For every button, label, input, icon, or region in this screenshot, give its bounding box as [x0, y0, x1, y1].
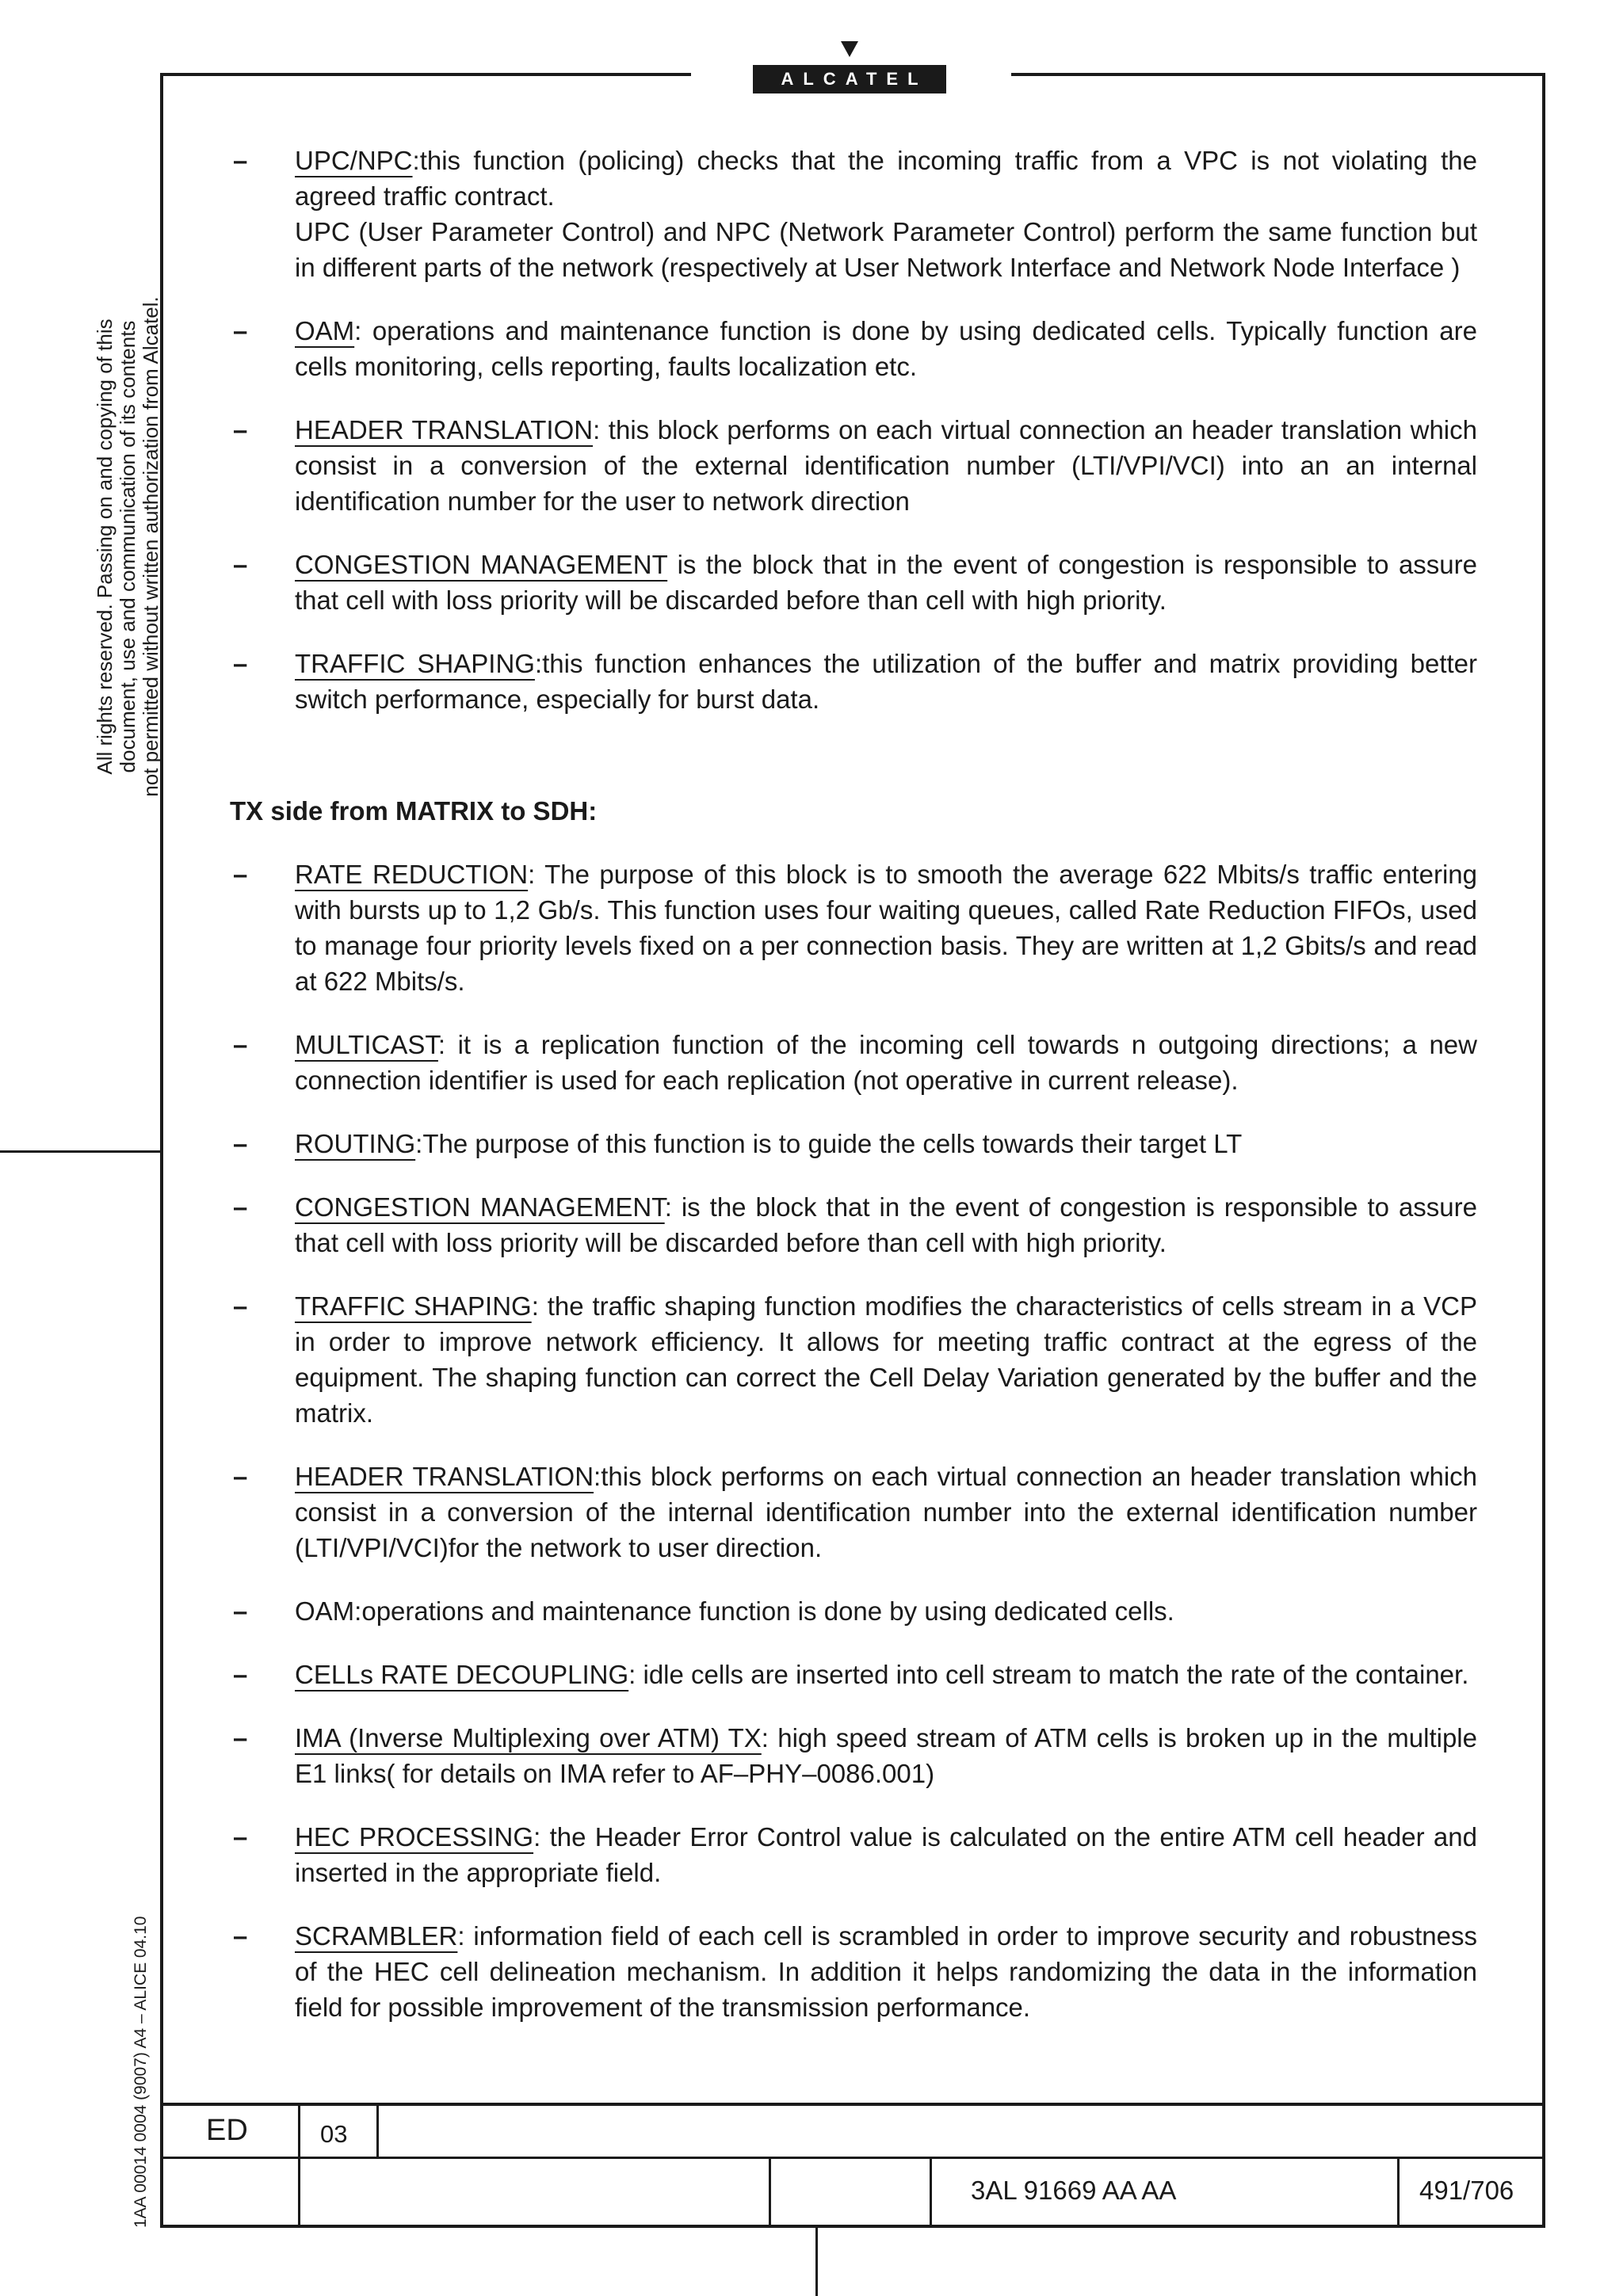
- edition-value: 03: [320, 2120, 348, 2148]
- bullet-dash: –: [233, 649, 248, 678]
- item-term: CONGESTION MANAGEMENT: [295, 1192, 665, 1222]
- frame-top-left: [162, 73, 691, 76]
- item-text: :The purpose of this function is to guide the cells towards their target LT: [415, 1129, 1243, 1158]
- item-term: HEADER TRANSLATION: [295, 415, 594, 444]
- bullet-dash: –: [233, 1723, 248, 1753]
- title-block-divider: [1397, 2157, 1400, 2225]
- frame-top-right: [1011, 73, 1545, 76]
- item-text: :this function (policing) checks that the incoming traffic from a VPC is not violating the agreed traffic contract.: [295, 146, 1477, 211]
- copyright-notice: [94, 269, 162, 824]
- item-text: : the Header Error Control value is calculated on the entire ATM cell header and inserted in the appropriate field.: [295, 1822, 1477, 1887]
- item-text: : high speed stream of ATM cells is broken up in the multiple E1 links( for details on IMA refer to AF–PHY–0086.001): [295, 1723, 1477, 1788]
- bullet-dash: –: [233, 415, 248, 444]
- list-item: [230, 646, 1477, 717]
- item-text: : operations and maintenance function is done by using dedicated cells. Typically function are cells monitoring, cells reporting, faults localization etc.: [295, 316, 1477, 381]
- edition-label: ED: [206, 2114, 248, 2147]
- bullet-dash: –: [233, 1129, 248, 1158]
- bottom-tick: [815, 2228, 818, 2296]
- item-text: :this function enhances the utilization of the buffer and matrix providing better switch performance, especially for burst data.: [295, 649, 1477, 714]
- bullet-dash: –: [233, 1596, 248, 1626]
- item-term: TRAFFIC SHAPING: [295, 649, 535, 678]
- item-term: RATE REDUCTION: [295, 860, 529, 889]
- form-code: 1AA 00014 0004 (9007) A4 – ALICE 04.10: [132, 1916, 150, 2228]
- item-text: : this block performs on each virtual connection an header translation which consist in a conversion of the external identification number (LTI/VPI/VCI) into an an internal identification number for the user to network direction: [295, 415, 1477, 516]
- frame-right: [1542, 73, 1545, 2228]
- title-block-divider: [769, 2157, 771, 2225]
- item-text: : the traffic shaping function modifies the characteristics of cells stream in a VCP in order to improve network efficiency. It allows for meeting traffic contract at the egress of the equipment. The shaping function can correct the Cell Delay Variation generated by the buffer and the matrix.: [295, 1291, 1477, 1428]
- item-term: SCRAMBLER: [295, 1921, 458, 1951]
- item-term: ROUTING: [295, 1129, 416, 1158]
- section-heading: TX side from MATRIX to SDH:: [230, 796, 598, 826]
- item-term: IMA (Inverse Multiplexing over ATM) TX: [295, 1723, 762, 1753]
- bullet-dash: –: [233, 1192, 248, 1222]
- bullet-dash: –: [233, 1921, 248, 1951]
- item-term: HEADER TRANSLATION: [295, 1462, 594, 1491]
- item-term: UPC/NPC: [295, 146, 413, 175]
- bullet-dash: –: [233, 1030, 248, 1059]
- document-body: [230, 143, 1477, 2053]
- bullet-dash: –: [233, 1822, 248, 1852]
- item-text: : idle cells are inserted into cell stream to match the rate of the container.: [628, 1660, 1469, 1689]
- item-text: : information field of each cell is scrambled in order to improve security and robustness of the HEC cell delineation mechanism. In addition it helps randomizing the data in the information field for possible improvement of the transmission performance.: [295, 1921, 1477, 2022]
- list-item: [230, 547, 1477, 618]
- list-item: [230, 1593, 1477, 1629]
- item-term: HEC PROCESSING: [295, 1822, 534, 1852]
- list-item: [230, 1288, 1477, 1431]
- page-number: 491/706: [1419, 2176, 1514, 2205]
- bullet-dash: –: [233, 550, 248, 579]
- title-block: [162, 2103, 1544, 2228]
- list-item: [230, 1819, 1477, 1890]
- list-item: [230, 1918, 1477, 2025]
- title-block-divider: [298, 2106, 300, 2225]
- bullet-dash: –: [233, 146, 248, 175]
- margin-rule: [0, 1150, 160, 1153]
- item-text: : The purpose of this block is to smooth the average 622 Mbits/s traffic entering with bursts up to 1,2 Gb/s. This function uses four waiting queues, called Rate Reduction FIFOs, used to manage four priority levels fixed on a per connection basis. They are written at 1,2 Gbits/s and read at 622 Mbits/s.: [295, 860, 1477, 996]
- item-term: MULTICAST: [295, 1030, 438, 1059]
- bullet-dash: –: [233, 1462, 248, 1491]
- bullet-dash: –: [233, 316, 248, 345]
- item-term: CELLs RATE DECOUPLING: [295, 1660, 629, 1689]
- list-item: [230, 1027, 1477, 1098]
- alcatel-logo: ALCATEL: [753, 65, 946, 93]
- copyright-line: document, use and communication of its contents: [116, 320, 139, 773]
- item-term: OAM: [295, 316, 355, 345]
- title-block-divider: [162, 2157, 1544, 2159]
- bullet-dash: –: [233, 860, 248, 889]
- list-item: [230, 1657, 1477, 1692]
- bullet-dash: –: [233, 1660, 248, 1689]
- copyright-line: not permitted without written authorization from Alcatel.: [139, 296, 162, 797]
- item-text: is the block that in the event of congestion is responsible to assure that cell with loss priority will be discarded before than cell with high priority.: [295, 550, 1477, 615]
- item-text: :this block performs on each virtual connection an header translation which consist in a conversion of the internal identification number into the external identification number (LTI/VPI/VCI)for the network to user direction.: [295, 1462, 1478, 1562]
- title-block-divider: [930, 2157, 932, 2225]
- list-item: [230, 1720, 1477, 1791]
- item-text: : is the block that in the event of congestion is responsible to assure that cell with loss priority will be discarded before than cell with high priority.: [295, 1192, 1477, 1257]
- item-text: : it is a replication function of the incoming cell towards n outgoing directions; a new connection identifier is used for each replication (not operative in current release).: [295, 1030, 1477, 1095]
- list-item: [230, 856, 1477, 999]
- copyright-line: All rights reserved. Passing on and copying of this: [93, 318, 116, 775]
- document-code: 3AL 91669 AA AA: [971, 2176, 1177, 2205]
- list-item: [230, 1189, 1477, 1261]
- list-item: [230, 313, 1477, 384]
- list-item: [230, 412, 1477, 519]
- item-term: TRAFFIC SHAPING: [295, 1291, 532, 1321]
- item-text: OAM:operations and maintenance function is done by using dedicated cells.: [295, 1596, 1174, 1626]
- item-term: CONGESTION MANAGEMENT: [295, 550, 668, 579]
- list-item: [230, 1126, 1477, 1161]
- list-item: [230, 143, 1477, 285]
- bullet-dash: –: [233, 1291, 248, 1321]
- logo-triangle-icon: [841, 41, 858, 57]
- title-block-divider: [376, 2106, 379, 2157]
- item-extra-text: UPC (User Parameter Control) and NPC (Network Parameter Control) perform the same function but in different parts of the network (respectively at User Network Interface and Network Node Interface ): [295, 217, 1477, 282]
- list-item: [230, 1459, 1477, 1566]
